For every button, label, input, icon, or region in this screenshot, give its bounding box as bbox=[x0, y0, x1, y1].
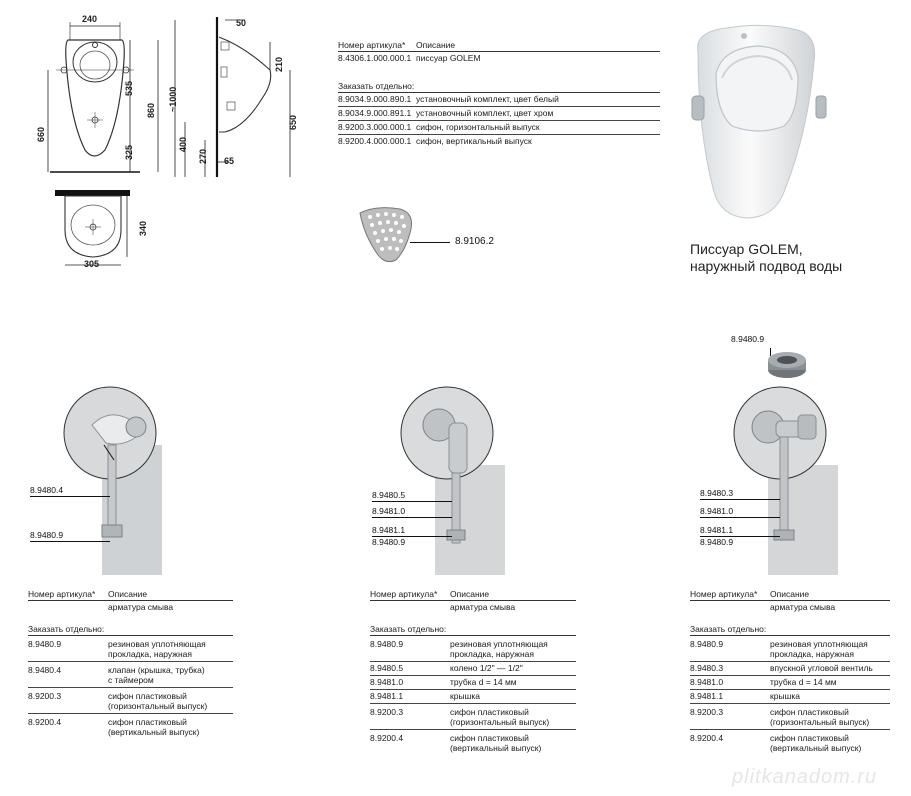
row-desc: впускной угловой вентиль bbox=[770, 663, 873, 673]
table-row bbox=[370, 662, 576, 676]
row-desc: трубка d = 14 мм bbox=[450, 677, 517, 687]
fittings-table-left bbox=[28, 589, 233, 739]
row-code: 8.4306.1.000.000.1 bbox=[338, 53, 412, 63]
header-article: Номер артикула* bbox=[338, 40, 406, 50]
flush-fitting-photo-elbow bbox=[395, 385, 505, 575]
product-table bbox=[338, 40, 660, 148]
row-desc: колено 1/2" — 1/2" bbox=[450, 663, 523, 673]
row-desc: крышка bbox=[770, 691, 801, 701]
dim-bottom-65: 65 bbox=[224, 156, 235, 166]
side-view-drawing bbox=[165, 12, 305, 182]
row-code: 8.9200.3 bbox=[370, 707, 404, 717]
gasket-code: 8.9480.9 bbox=[731, 334, 765, 344]
row-code: 8.9200.4 bbox=[28, 717, 62, 727]
flush-fitting-photo-angle-valve bbox=[728, 385, 838, 575]
grate-leader-line bbox=[410, 242, 450, 243]
callout-middle-1: 8.9480.5 bbox=[372, 490, 406, 500]
row-desc: сифон пластиковый (вертикальный выпуск) bbox=[450, 733, 542, 753]
row-code: 8.9481.1 bbox=[690, 691, 724, 701]
header-article: Номер артикула* bbox=[28, 589, 96, 599]
header-article: Номер артикула* bbox=[690, 589, 758, 599]
dim-offset-50: 50 bbox=[236, 18, 247, 28]
row-desc: сифон пластиковый (вертикальный выпуск) bbox=[108, 717, 200, 737]
dim-height-1000: ~1000 bbox=[168, 86, 178, 112]
table-row bbox=[28, 636, 233, 662]
table-header bbox=[370, 589, 576, 601]
order-separately-label: Заказать отдельно: bbox=[338, 81, 660, 93]
row-code: 8.9200.4 bbox=[370, 733, 404, 743]
table-row bbox=[690, 662, 890, 676]
callout-right-1-line bbox=[700, 499, 780, 500]
callout-right-1: 8.9480.3 bbox=[700, 488, 734, 498]
table-row bbox=[28, 662, 233, 688]
rubber-gasket-image bbox=[766, 350, 808, 380]
urinal-product-image bbox=[686, 22, 836, 222]
table-row bbox=[370, 636, 576, 662]
table-row bbox=[370, 601, 576, 614]
table-row bbox=[690, 601, 890, 614]
callout-middle-2-line bbox=[372, 517, 452, 518]
row-code: 8.9480.3 bbox=[690, 663, 724, 673]
table-row bbox=[370, 676, 576, 690]
row-code: 8.9034.9.000.891.1 bbox=[338, 108, 412, 118]
row-desc: писсуар GOLEM bbox=[416, 53, 481, 63]
order-separately-label: Заказать отдельно: bbox=[690, 624, 890, 636]
table-row bbox=[338, 121, 660, 135]
row-code: 8.9481.1 bbox=[370, 691, 404, 701]
order-separately-label: Заказать отдельно: bbox=[370, 624, 576, 636]
header-description: Описание bbox=[770, 589, 810, 599]
callout-middle-2: 8.9481.0 bbox=[372, 506, 406, 516]
dim-width-305: 305 bbox=[84, 259, 100, 269]
row-code: 8.9481.0 bbox=[370, 677, 404, 687]
row-code: 8.9200.3 bbox=[28, 691, 62, 701]
table-row bbox=[338, 52, 660, 65]
dim-height-660: 660 bbox=[36, 126, 46, 142]
row-desc: клапан (крышка, трубка) с таймером bbox=[108, 665, 205, 685]
row-code: 8.9200.3.000.000.1 bbox=[338, 122, 412, 132]
fittings-table-right bbox=[690, 589, 890, 755]
callout-left-1-line bbox=[30, 496, 110, 497]
row-code: 8.9480.5 bbox=[370, 663, 404, 673]
urinal-grate-image bbox=[356, 205, 418, 265]
header-description: Описание bbox=[450, 589, 490, 599]
table-row bbox=[338, 93, 660, 107]
dim-height-270: 270 bbox=[198, 148, 208, 164]
grate-code: 8.9106.2 bbox=[455, 236, 494, 247]
table-row bbox=[690, 730, 890, 755]
callout-right-4: 8.9480.9 bbox=[700, 537, 734, 547]
table-row bbox=[690, 704, 890, 730]
row-code: 8.9480.4 bbox=[28, 665, 62, 675]
row-desc: крышка bbox=[450, 691, 481, 701]
table-row bbox=[338, 107, 660, 121]
row-desc: арматура смыва bbox=[450, 602, 516, 612]
table-row bbox=[370, 690, 576, 704]
flush-fitting-photo-timer bbox=[62, 385, 162, 575]
watermark-text: plitkanadom.ru bbox=[732, 766, 878, 788]
table-row bbox=[690, 636, 890, 662]
dim-height-650: 650 bbox=[288, 114, 298, 130]
row-desc: сифон, вертикальный выпуск bbox=[416, 136, 532, 146]
dim-height-210: 210 bbox=[274, 56, 284, 72]
row-code: 8.9034.9.000.890.1 bbox=[338, 94, 412, 104]
callout-right-2-line bbox=[700, 517, 780, 518]
header-article: Номер артикула* bbox=[370, 589, 438, 599]
table-header bbox=[28, 589, 233, 601]
row-desc: арматура смыва bbox=[108, 602, 174, 612]
row-desc: резиновая уплотняющая прокладка, наружная bbox=[108, 639, 206, 659]
dim-height-535: 535 bbox=[124, 80, 134, 96]
callout-middle-3: 8.9481.1 bbox=[372, 525, 406, 535]
dim-depth-340: 340 bbox=[138, 220, 148, 236]
dim-height-325: 325 bbox=[124, 144, 134, 160]
header-description: Описание bbox=[108, 589, 148, 599]
row-code: 8.9200.3 bbox=[690, 707, 724, 717]
row-code: 8.9481.0 bbox=[690, 677, 724, 687]
callout-right-2: 8.9481.0 bbox=[700, 506, 734, 516]
row-code: 8.9480.9 bbox=[690, 639, 724, 649]
row-desc: установочный комплект, цвет белый bbox=[416, 94, 559, 104]
dim-height-400: 400 bbox=[178, 136, 188, 152]
callout-middle-1-line bbox=[372, 501, 452, 502]
product-title-line2: наружный подвод воды bbox=[690, 258, 843, 274]
header-description: Описание bbox=[416, 40, 456, 50]
row-code: 8.9480.9 bbox=[370, 639, 404, 649]
callout-left-2-line bbox=[30, 541, 110, 542]
row-desc: сифон пластиковый (горизонтальный выпуск) bbox=[108, 691, 208, 711]
table-row bbox=[338, 135, 660, 148]
table-header bbox=[690, 589, 890, 601]
row-desc: сифон пластиковый (горизонтальный выпуск) bbox=[770, 707, 870, 727]
row-desc: сифон, горизонтальный выпуск bbox=[416, 122, 540, 132]
row-code: 8.9200.4 bbox=[690, 733, 724, 743]
row-desc: резиновая уплотняющая прокладка, наружная bbox=[770, 639, 868, 659]
dim-width-240: 240 bbox=[82, 14, 98, 24]
row-desc: сифон пластиковый (горизонтальный выпуск) bbox=[450, 707, 550, 727]
table-row bbox=[28, 601, 233, 614]
callout-left-2: 8.9480.9 bbox=[30, 530, 64, 540]
callout-right-3: 8.9481.1 bbox=[700, 525, 734, 535]
table-row bbox=[690, 676, 890, 690]
row-desc: резиновая уплотняющая прокладка, наружная bbox=[450, 639, 548, 659]
dim-height-860: 860 bbox=[146, 102, 156, 118]
product-title-line1: Писсуар GOLEM, bbox=[690, 241, 803, 257]
row-desc: трубка d = 14 мм bbox=[770, 677, 837, 687]
callout-left-1: 8.9480.4 bbox=[30, 485, 64, 495]
row-code: 8.9480.9 bbox=[28, 639, 62, 649]
table-header bbox=[338, 40, 660, 52]
row-desc: установочный комплект, цвет хром bbox=[416, 108, 554, 118]
row-code: 8.9200.4.000.000.1 bbox=[338, 136, 412, 146]
table-row bbox=[370, 730, 576, 755]
row-desc: сифон пластиковый (вертикальный выпуск) bbox=[770, 733, 862, 753]
table-row bbox=[690, 690, 890, 704]
row-desc: арматура смыва bbox=[770, 602, 836, 612]
order-separately-label: Заказать отдельно: bbox=[28, 624, 233, 636]
table-row bbox=[28, 714, 233, 739]
fittings-table-middle bbox=[370, 589, 576, 755]
table-row bbox=[28, 688, 233, 714]
table-row bbox=[370, 704, 576, 730]
callout-middle-4: 8.9480.9 bbox=[372, 537, 406, 547]
